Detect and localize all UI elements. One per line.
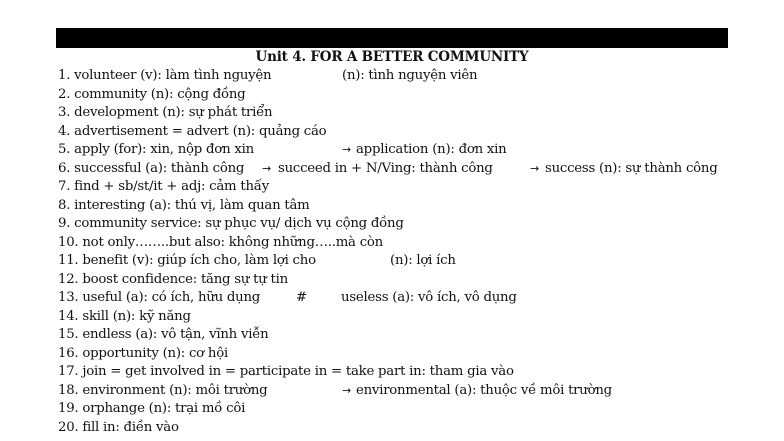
term-text: 7. find + sb/st/it + adj: cảm thấy — [58, 179, 269, 194]
term-text: 10. not only……..but also: không những…..mà còn — [58, 234, 383, 250]
term-text: 2. community (n): cộng đồng — [58, 86, 246, 102]
term-text: 1. volunteer (v): làm tình nguyện — [58, 68, 272, 83]
list-item — [58, 326, 778, 345]
term-text: application (n): đơn xin — [356, 142, 507, 157]
term-text: 16. opportunity (n): cơ hội — [58, 345, 228, 361]
list-item — [58, 86, 778, 105]
term-text: 5. apply (for): xin, nộp đơn xin — [58, 142, 254, 157]
list-item — [58, 252, 778, 271]
term-text: success (n): sự thành công — [545, 160, 718, 176]
term-text: 11. benefit (v): giúp ích cho, làm lợi cho — [58, 253, 316, 268]
term-text: 12. boost confidence: tăng sự tự tin — [58, 271, 288, 287]
arrow-icon: → — [342, 143, 351, 156]
term-text: succeed in + N/Ving: thành công — [278, 160, 493, 176]
arrow-icon: → — [262, 161, 271, 175]
list-item — [58, 363, 778, 382]
term-text: environmental (a): thuộc về môi trường — [356, 382, 612, 398]
term-text: useless (a): vô ích, vô dụng — [341, 290, 517, 305]
list-item — [58, 271, 778, 290]
term-text: 19. orphange (n): trại mồ côi — [58, 401, 246, 416]
list-item — [58, 160, 778, 179]
term-text: 17. join = get involved in = participate in = take part in: tham gia vào — [58, 364, 514, 379]
term-text: 3. development (n): sự phát triển — [58, 105, 273, 120]
list-item — [58, 215, 778, 234]
list-item — [58, 308, 778, 327]
list-item — [58, 197, 778, 216]
term-text: 9. community service: sự phục vụ/ dịch vụ cộng đồng — [58, 216, 404, 231]
list-item — [58, 419, 778, 438]
header-bar — [56, 28, 728, 48]
term-text: (n): lợi ích — [390, 253, 456, 268]
term-text: (n): tình nguyện viên — [342, 68, 478, 83]
term-text: 13. useful (a): có ích, hữu dụng — [58, 290, 261, 305]
list-item — [58, 382, 778, 401]
arrow-icon: → — [530, 161, 539, 175]
term-text: 18. environment (n): môi trường — [58, 382, 268, 398]
list-item — [58, 289, 778, 308]
term-text: 8. interesting (a): thú vị, làm quan tâm — [58, 197, 310, 213]
list-item — [58, 123, 778, 142]
list-item — [58, 400, 778, 419]
term-text: 14. skill (n): kỹ năng — [58, 308, 191, 324]
list-item — [58, 345, 778, 364]
term-text: 15. endless (a): vô tận, vĩnh viễn — [58, 327, 269, 342]
list-item — [58, 234, 778, 253]
term-text: 6. successful (a): thành công — [58, 160, 245, 176]
term-text: 20. fill in: điền vào — [58, 419, 179, 435]
list-item — [58, 104, 778, 123]
term-text: 4. advertisement = advert (n): quảng cáo — [58, 123, 327, 139]
arrow-icon: → — [342, 383, 351, 397]
page-title: Unit 4. FOR A BETTER COMMUNITY — [255, 49, 529, 65]
vocabulary-list — [58, 67, 778, 437]
term-text: # — [296, 290, 307, 305]
list-item — [58, 141, 778, 160]
list-item — [58, 67, 778, 86]
list-item — [58, 178, 778, 197]
